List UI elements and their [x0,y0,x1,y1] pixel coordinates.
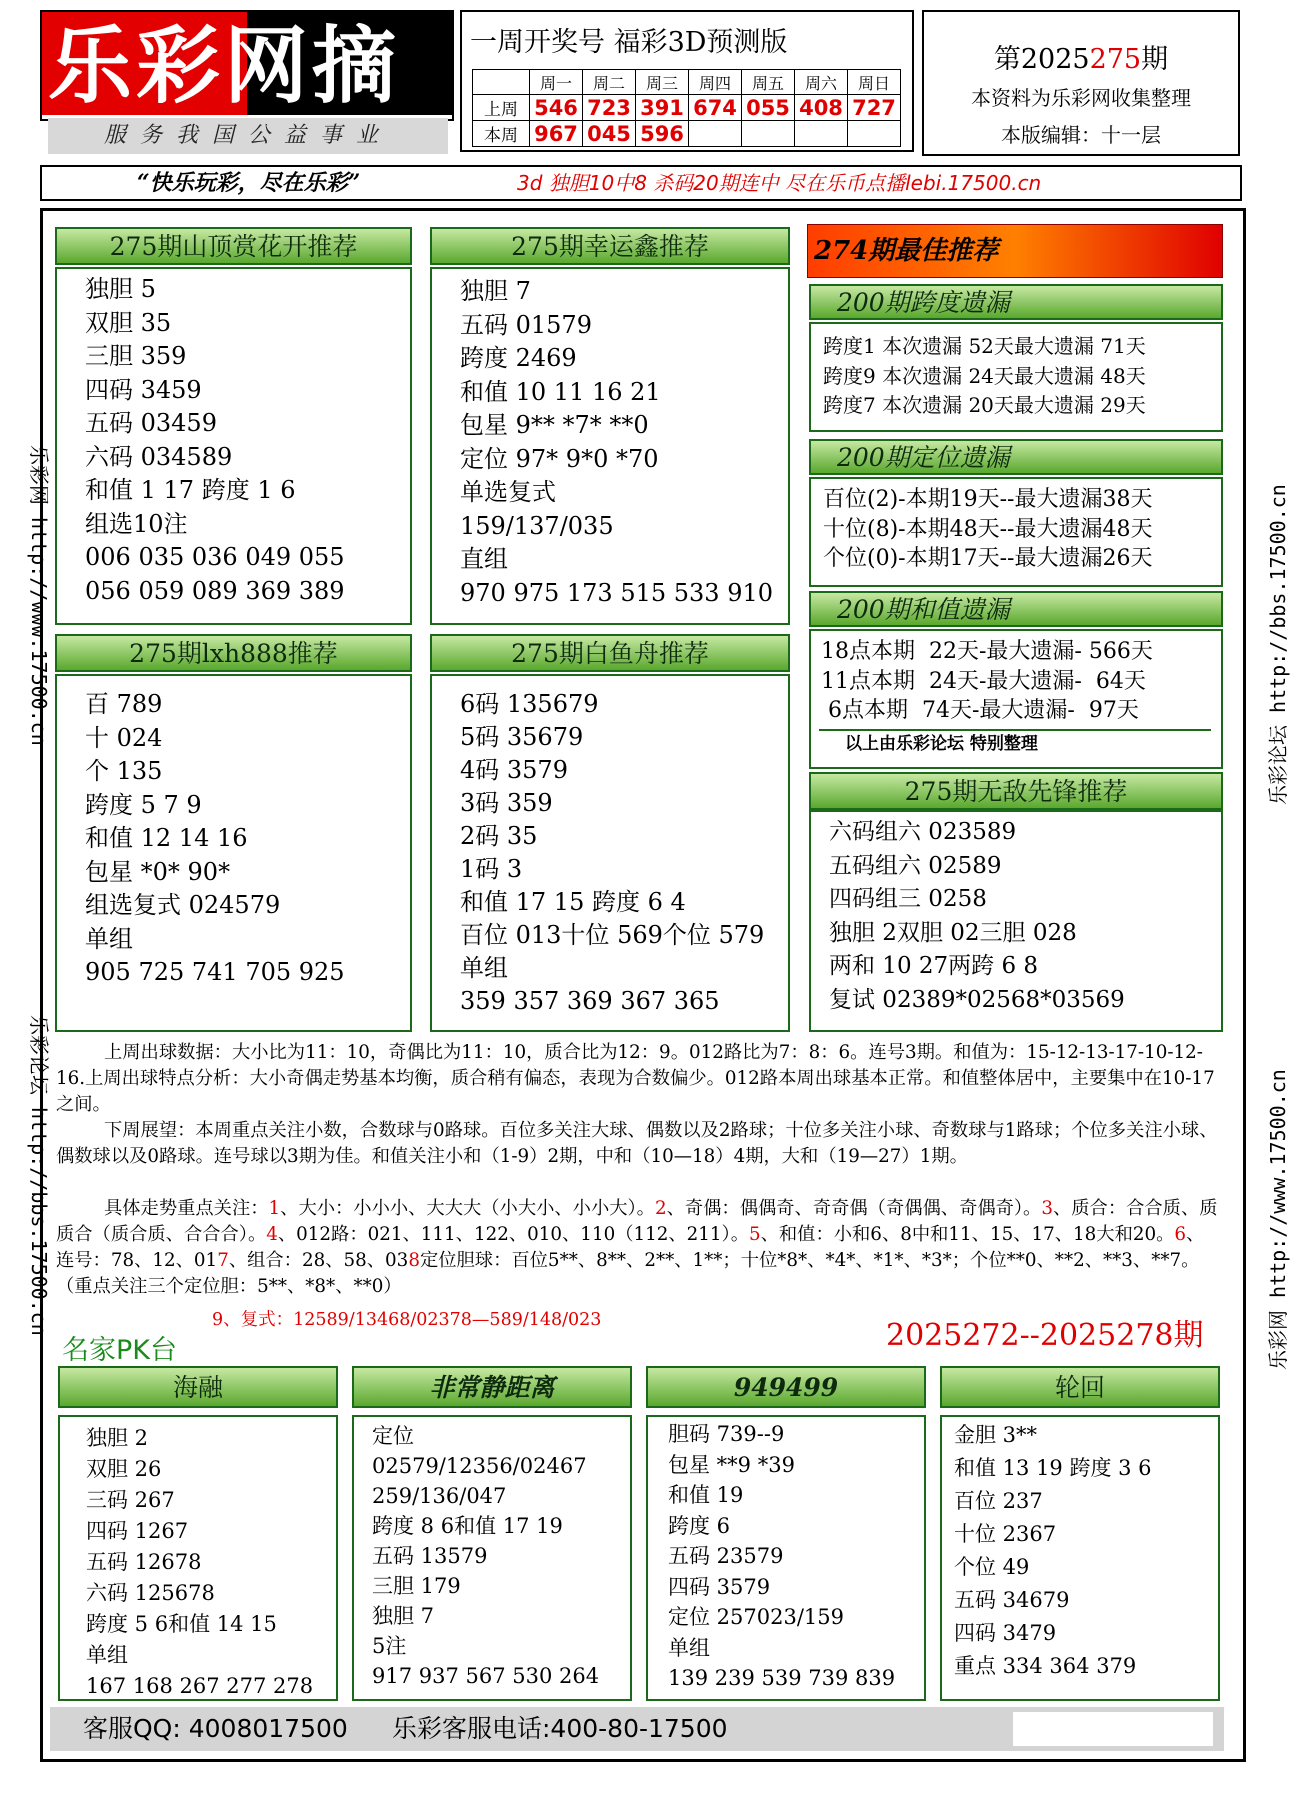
weekday-header: 周五 [742,70,795,95]
banner-quote: “快乐玩彩，尽在乐彩” [137,170,361,196]
card-line: 和值 10 11 16 21 [460,377,661,406]
draw-number [848,121,901,147]
card-line: 复试 02389*02568*03569 [829,986,1125,1013]
card-line: 百 789 [85,690,163,718]
card-title: 275期lxh888推荐 [55,634,412,672]
card-line: 百位(2)-本期19天--最大遗漏38天 [823,487,1153,512]
card-line: 3码 359 [460,789,553,817]
recommend-card [55,267,412,625]
draw-table [472,69,901,147]
card-line: 四码 3579 [668,1574,771,1599]
pk-card [646,1415,926,1701]
card-line: 六码 034589 [85,442,233,471]
this-week-label: 本周 [473,121,530,147]
card-title: 轮回 [940,1366,1220,1408]
card-line: 五码 01579 [460,310,592,339]
recommend-card [55,674,412,1032]
card-line: 跨度1 本次遗漏 52天最大遗漏 71天 [823,334,1146,358]
issue-panel [922,10,1240,156]
card-line: 定位 257023/159 [668,1605,844,1629]
card-line: 胆码 739--9 [668,1422,785,1446]
card-line: 跨度 6 [668,1513,731,1538]
card-line: 金胆 3** [954,1423,1038,1447]
card-line: 056 059 089 369 389 [85,576,345,605]
card-line: 三胆 359 [85,342,187,370]
card-line: 五码 13579 [372,1544,488,1568]
draw-number: 967 [530,121,583,147]
card-line: 双胆 26 [86,1457,162,1481]
card-line: 独胆 2 [86,1426,149,1450]
card-line: 个 135 [85,757,163,785]
card-line: 六码 125678 [86,1581,215,1605]
footer-blank-box [1013,1712,1213,1746]
card-line: 百位 013十位 569个位 579 [460,921,765,949]
card-line: 359 357 369 367 365 [460,987,720,1015]
card-line: 直组 [460,545,508,573]
span-miss-card [809,322,1223,432]
pk-title: 名家PK台 [62,1335,177,1366]
card-line: 重点 334 364 379 [954,1654,1137,1678]
analysis-last-week: 上周出球数据：大小比为11：10，奇偶比为11：10，质合比为12：9。012路比为7：8：6。连号3期。和值为：15-12-13-17-10-12-16.上周出球特点分析：大小奇偶走势基本均衡，质合稍有偏态，表现为合数偏少。012路本周出球基本正常。和值整体居中，主要集中在10-17之间。 [56,1042,1215,1115]
card-line: 百位 237 [954,1489,1043,1513]
card-line: 个位 49 [954,1555,1030,1579]
card-line: 包星 *0* 90* [85,857,231,886]
sum-source-note: 以上由乐彩论坛 特别整理 [845,733,1038,754]
draw-number: 727 [848,95,901,121]
card-line: 159/137/035 [460,511,614,540]
card-title: 275期幸运鑫推荐 [430,227,790,265]
card-title: 200期和值遗漏 [809,591,1223,627]
draw-number: 723 [583,95,636,121]
draw-number: 546 [530,95,583,121]
card-line: 跨度 5 6和值 14 15 [86,1612,277,1636]
analysis-outlook: 下周展望：本周重点关注小数，合数球与0路球。百位多关注大球、偶数以及2路球；十位多关注小球、奇数球与1路球；个位多关注小球、偶数球以及0路球。连号球以3期为佳。和值关注小和（1-9）2期，中和（10—18）4期，大和（19—27）1期。 [56,1120,1218,1167]
card-title: 非常静距离 [352,1366,632,1408]
side-link[interactable]: 乐彩网 http://www.17500.cn [1266,1069,1290,1370]
card-line: 五码 12678 [86,1550,202,1574]
card-line: 和值 13 19 跨度 3 6 [954,1456,1152,1480]
card-line: 十位 2367 [954,1522,1057,1546]
card-line: 三码 267 [86,1488,175,1512]
card-line: 四码 3459 [85,375,202,404]
draw-number [795,121,848,147]
draw-number [689,121,742,147]
weekday-header: 周日 [848,70,901,95]
card-line: 917 937 567 530 264 [372,1664,600,1688]
card-line: 独胆 2双胆 02三胆 028 [829,919,1077,946]
card-line: 跨度9 本次遗漏 24天最大遗漏 48天 [823,363,1146,388]
draw-number: 596 [636,121,689,147]
card-title: 275期无敌先锋推荐 [809,772,1223,810]
logo [40,10,454,121]
card-line: 四码组三 0258 [829,886,987,912]
card-line: 11点本期 24天-最大遗漏- 64天 [821,668,1146,694]
recommend-card [430,267,790,625]
card-line: 三胆 179 [372,1574,461,1598]
card-line: 四码 1267 [86,1519,189,1543]
weekday-header: 周二 [583,70,636,95]
card-line: 五码组六 02589 [829,852,1002,879]
weekday-header: 周一 [530,70,583,95]
pioneer-card [809,810,1223,1032]
card-line: 跨度 5 7 9 [85,790,202,819]
draw-number: 045 [583,121,636,147]
customer-phone[interactable]: 乐彩客服电话:400-80-17500 [392,1714,728,1743]
footer-bar [50,1707,1224,1751]
customer-qq[interactable]: 客服QQ: 4008017500 [83,1714,348,1743]
issue-number: 第2025275期 [993,44,1169,75]
card-line: 970 975 173 515 533 910 [460,578,773,607]
card-line: 006 035 036 049 055 [85,543,345,571]
pk-card [940,1415,1220,1701]
card-title: 275期山顶赏花开推荐 [55,227,412,265]
card-line: 五码 23579 [668,1544,784,1568]
card-line: 十 024 [85,723,163,752]
card-title: 200期定位遗漏 [809,439,1223,475]
card-line: 组选复式 024579 [85,891,281,919]
slogan: 服务我国公益事业 [48,118,448,154]
card-line: 和值 12 14 16 [85,824,248,852]
card-line: 双胆 35 [85,308,172,337]
card-title: 949499 [646,1366,926,1408]
card-line: 单选复式 [460,478,556,506]
side-link[interactable]: 乐彩网 http://www.17500.cn [27,445,51,746]
analysis-combo: 9、复式：12589/13468/02378—589/148/023 [212,1310,602,1330]
card-line: 五码 34679 [954,1588,1070,1612]
banner-promo[interactable]: 3d 独胆10中8 杀码20期连中 尽在乐币点播lebi.17500.cn [517,171,1042,195]
side-link[interactable]: 乐彩论坛 http://bbs.17500.cn [1266,484,1290,805]
card-line: 组选10注 [85,509,188,538]
card-line: 单组 [668,1635,710,1660]
card-line: 定位 97* 9*0 *70 [460,444,659,473]
draw-number: 391 [636,95,689,121]
card-line: 905 725 741 705 925 [85,958,345,986]
slogan-banner [40,165,1242,201]
card-line: 4码 3579 [460,756,568,784]
card-line: 单组 [460,954,508,982]
issue-note: 本资料为乐彩网收集整理 [971,86,1191,110]
card-line: 独胆 7 [460,277,531,305]
card-line: 和值 19 [668,1483,744,1507]
card-line: 167 168 267 277 278 [86,1674,314,1698]
card-line: 独胆 5 [85,275,156,303]
card-line: 独胆 7 [372,1604,435,1628]
draw-number: 674 [689,95,742,121]
card-line: 包星 9** *7* **0 [460,411,649,439]
pk-card [352,1415,632,1701]
card-line: 6码 135679 [460,690,599,718]
card-title: 海融 [58,1366,338,1408]
logo-text: 乐彩网摘 [48,17,401,115]
card-line: 18点本期 22天-最大遗漏- 566天 [821,639,1153,664]
recommend-card [430,674,790,1032]
last-week-label: 上周 [473,95,530,121]
card-title: 200期跨度遗漏 [809,284,1223,320]
card-line: 和值 17 15 跨度 6 4 [460,888,686,916]
card-line: 单组 [85,924,133,953]
card-line: 两和 10 27两跨 6 8 [829,953,1039,979]
card-line: 十位(8)-本期48天--最大遗漏48天 [823,516,1153,542]
card-line: 139 239 539 739 839 [668,1666,896,1690]
position-miss-card [809,477,1223,587]
weekly-draw-panel [460,10,914,152]
card-line: 包星 **9 *39 [668,1452,795,1477]
card-title: 275期白鱼舟推荐 [430,634,790,672]
card-line: 六码组六 023589 [829,819,1017,845]
weekday-header: 周四 [689,70,742,95]
card-line: 5注 [372,1634,407,1658]
draw-title: 一周开奖号 福彩3D预测版 [470,27,788,58]
weekday-header: 周三 [636,70,689,95]
card-line: 单组 [86,1643,128,1667]
card-line: 和值 1 17 跨度 1 6 [85,476,296,504]
pk-card [58,1415,338,1701]
card-line: 6点本期 74天-最大遗漏- 97天 [821,698,1139,723]
card-line: 02579/12356/02467 [372,1454,587,1478]
draw-number: 055 [742,95,795,121]
side-link[interactable]: 乐彩论坛 http://bbs.17500.cn [27,1015,51,1336]
best-recommend-title: 274期最佳推荐 [807,224,1223,278]
draw-number [742,121,795,147]
card-line: 1码 3 [460,855,523,883]
card-line: 2码 35 [460,822,538,850]
analysis-focus: 具体走势重点关注：1、大小：小小小、大大大（小大小、小小大）。2、奇偶：偶偶奇、奇奇偶（奇偶偶、奇偶奇）。3、质合：合合质、质质合（质合质、合合合）。4、012路：021、111、122、010、110（112、211）。5、和值：小和6、8中和11、15、17、18大和20。6、连号：78、12、017、组合：28、58、038定位胆球：百位5**、8**、2**、1**；十位*8*、*4*、*1*、*3*；个位**0、**2、**3、**7。（重点关注三个定位胆：5**、*8*、**0） [56,1198,1218,1297]
editor-note: 本版编辑：十一层 [1001,123,1161,147]
card-line: 跨度 2469 [460,344,577,372]
card-line: 跨度 8 6和值 17 19 [372,1514,563,1538]
pk-issue-range: 2025272--2025278期 [886,1318,1204,1353]
card-line: 四码 3479 [954,1621,1057,1645]
draw-number: 408 [795,95,848,121]
card-line: 个位(0)-本期17天--最大遗漏26天 [823,546,1153,571]
weekday-header: 周六 [795,70,848,95]
card-line: 5码 35679 [460,723,584,751]
card-line: 定位 [372,1424,414,1448]
card-line: 五码 03459 [85,409,217,437]
card-line: 跨度7 本次遗漏 20天最大遗漏 29天 [823,393,1146,417]
sum-miss-card [809,629,1223,769]
card-line: 259/136/047 [372,1484,507,1508]
